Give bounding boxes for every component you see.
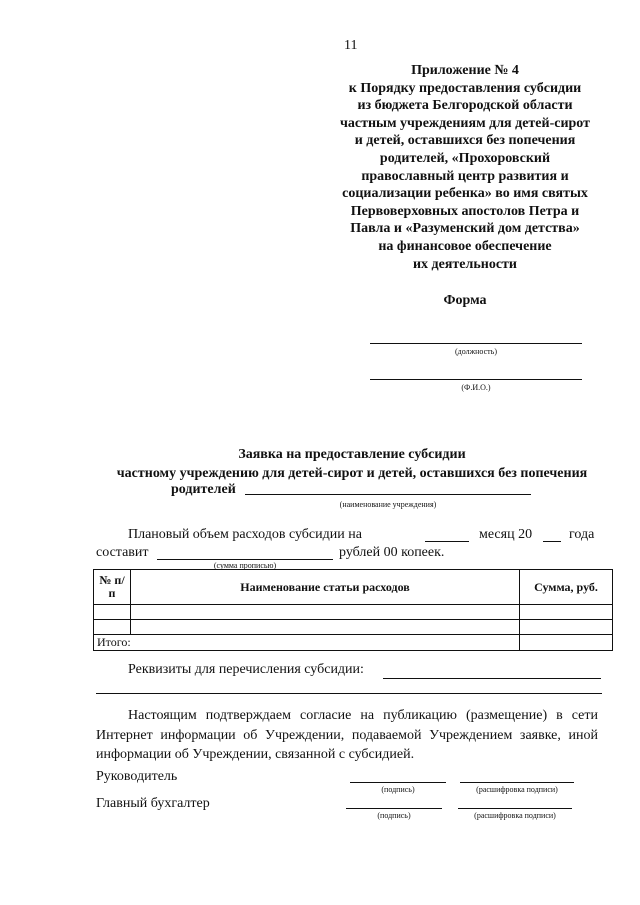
month-field[interactable] bbox=[425, 541, 469, 542]
table-cell[interactable] bbox=[131, 620, 520, 635]
planned-text-part1: Плановый объем расходов субсидии на bbox=[128, 527, 362, 542]
institution-name-field[interactable] bbox=[245, 494, 531, 495]
application-title-line3: родителей bbox=[171, 482, 236, 497]
planned-text-part3: года bbox=[569, 527, 595, 542]
accountant-signature-field[interactable] bbox=[346, 808, 442, 809]
appendix-line: родителей, «Прохоровский bbox=[379, 150, 551, 166]
position-caption: (должность) bbox=[455, 347, 497, 356]
requisites-continuation-line[interactable] bbox=[96, 693, 602, 694]
table-row bbox=[94, 605, 613, 620]
column-name-header: Наименование статьи расходов bbox=[131, 570, 520, 605]
page-number: 11 bbox=[344, 38, 358, 53]
appendix-line: из бюджета Белгородской области bbox=[357, 98, 573, 114]
table-total-row bbox=[94, 635, 613, 651]
accountant-decoding-caption: (расшифровка подписи) bbox=[474, 811, 556, 820]
appendix-header bbox=[322, 62, 608, 273]
application-title-line2: частному учреждению для детей-сирот и детей, оставшихся без попечения bbox=[116, 466, 588, 481]
accountant-decoding-field[interactable] bbox=[458, 808, 572, 809]
table-cell[interactable] bbox=[520, 605, 613, 620]
appendix-line: социализации ребенка» во имя святых bbox=[342, 186, 588, 202]
planned-line2-start: составит bbox=[96, 545, 149, 560]
appendix-line: частным учреждениям для детей-сирот bbox=[340, 115, 590, 131]
head-label: Руководитель bbox=[96, 769, 178, 784]
table-row bbox=[94, 620, 613, 635]
institution-caption: (наименование учреждения) bbox=[339, 500, 437, 509]
form-label: Форма bbox=[443, 293, 487, 308]
accountant-label: Главный бухгалтер bbox=[96, 796, 210, 811]
expenses-table bbox=[93, 569, 613, 651]
year-field[interactable] bbox=[543, 541, 561, 542]
appendix-line: Приложение № 4 bbox=[411, 63, 519, 78]
total-value-cell[interactable] bbox=[520, 635, 613, 651]
head-signature-field[interactable] bbox=[350, 782, 446, 783]
application-title-line1: Заявка на предоставление субсидии bbox=[238, 447, 466, 462]
column-number-header: № п/п bbox=[94, 570, 131, 605]
total-label: Итого: bbox=[94, 635, 520, 651]
head-decoding-field[interactable] bbox=[460, 782, 574, 783]
position-field[interactable] bbox=[370, 343, 582, 344]
accountant-signature-caption: (подпись) bbox=[377, 811, 411, 820]
table-cell[interactable] bbox=[94, 605, 131, 620]
requisites-label: Реквизиты для перечисления субсидии: bbox=[128, 662, 364, 677]
amount-words-field[interactable] bbox=[157, 559, 333, 560]
amount-caption: (сумма прописью) bbox=[213, 561, 277, 570]
head-decoding-caption: (расшифровка подписи) bbox=[476, 785, 558, 794]
fio-field[interactable] bbox=[370, 379, 582, 380]
appendix-line: их деятельности bbox=[412, 256, 517, 272]
consent-paragraph: Настоящим подтверждаем согласие на публикацию (размещение) в сети Интернет информации об Учреждении, подаваемой Учреждением заявке, иной информации об Учреждении, связанной с субсидией. bbox=[96, 708, 598, 762]
requisites-field[interactable] bbox=[383, 678, 601, 679]
column-sum-header: Сумма, руб. bbox=[520, 570, 613, 605]
head-signature-caption: (подпись) bbox=[381, 785, 415, 794]
appendix-line: к Порядку предоставления субсидии bbox=[348, 80, 582, 96]
fio-caption: (Ф.И.О.) bbox=[461, 383, 491, 392]
table-cell[interactable] bbox=[94, 620, 131, 635]
table-cell[interactable] bbox=[131, 605, 520, 620]
appendix-line: и детей, оставшихся без попечения bbox=[354, 133, 576, 149]
planned-text-part2: месяц 20 bbox=[479, 527, 533, 542]
appendix-line: Первоверховных апостолов Петра и bbox=[350, 203, 580, 219]
planned-line2-end: рублей 00 копеек. bbox=[339, 545, 445, 560]
appendix-line: на финансовое обеспечение bbox=[378, 238, 552, 254]
application-title bbox=[92, 445, 612, 483]
appendix-line: Павла и «Разуменский дом детства» bbox=[350, 221, 580, 237]
table-cell[interactable] bbox=[520, 620, 613, 635]
appendix-line: православный центр развития и bbox=[361, 168, 569, 184]
table-header-row bbox=[94, 570, 613, 605]
